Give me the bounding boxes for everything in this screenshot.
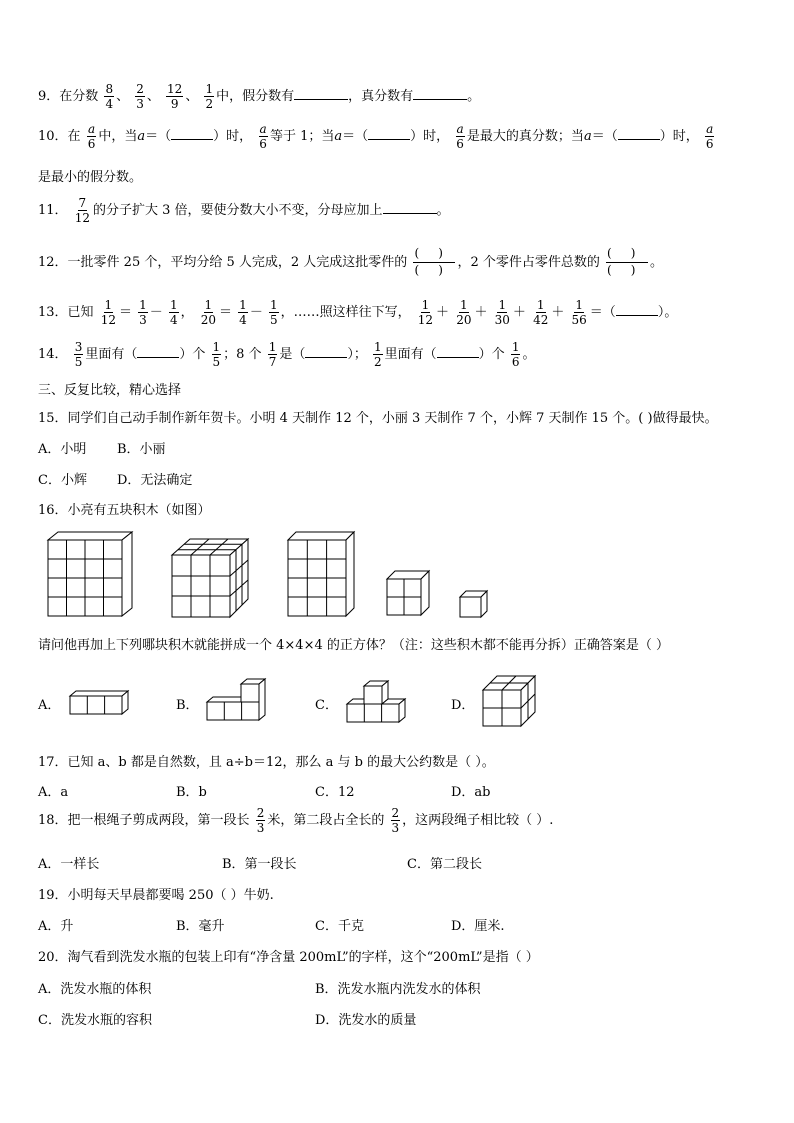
answer-blank[interactable] (137, 357, 179, 358)
fraction: $\frac{12}{9}$ (167, 82, 183, 111)
answer-blank[interactable] (616, 315, 658, 316)
fraction-blank[interactable]: ( ) ( ) (606, 246, 648, 279)
question-12: 12．一批零件 25 个，平均分给 5 人完成，2 人完成这批零件的 ( ) ( ) ，2 个零件占零件总数的 ( ) ( ) 。 (38, 246, 663, 277)
option-a[interactable]: A．a (38, 785, 69, 800)
option-c[interactable]: C． (315, 698, 338, 713)
block-figure-5 (457, 589, 491, 619)
answer-blank[interactable] (413, 99, 467, 100)
question-16-prompt: 请问他再加上下列哪块积木就能拼成一个 4×4×4 的正方体？（注：这些积木都不能再分拆）正确答案是（ ） (38, 638, 669, 653)
option-a-figure[interactable] (66, 688, 132, 718)
block-figure-1 (44, 530, 136, 620)
option-b[interactable]: B．b (176, 785, 207, 800)
answer-blank[interactable] (383, 213, 437, 214)
option-b[interactable]: B．小丽 (117, 442, 166, 457)
section-heading: 三、反复比较，精心选择 (38, 383, 182, 398)
option-b[interactable]: B．毫升 (176, 919, 225, 934)
option-b-figure[interactable] (203, 676, 269, 722)
option-b[interactable]: B． (176, 698, 199, 713)
option-d-figure[interactable] (479, 672, 539, 730)
question-20: 20．淘气看到洗发水瓶的包装上印有“净含量 200mL”的字样，这个“200mL”是指（ ） (38, 950, 539, 965)
option-a[interactable]: A．小明 (38, 442, 87, 457)
block-figure-2 (168, 535, 252, 621)
fraction: $\frac{a}{6}$ (87, 122, 96, 151)
option-c[interactable]: C．第二段长 (407, 857, 482, 872)
answer-blank[interactable] (618, 139, 660, 140)
fraction: $\frac{a}{6}$ (259, 122, 267, 151)
answer-blank[interactable] (171, 139, 213, 140)
question-19: 19．小明每天早晨都要喝 250（ ）牛奶. (38, 888, 274, 903)
option-d[interactable]: D． (451, 698, 475, 713)
question-16: 16．小亮有五块积木（如图） (38, 503, 211, 518)
block-figure-3 (284, 530, 358, 620)
option-a[interactable]: A．一样长 (38, 857, 100, 872)
option-c[interactable]: C．小辉 (38, 473, 87, 488)
fraction: $\frac{1}{2}$ (205, 82, 214, 111)
answer-blank[interactable] (368, 139, 410, 140)
option-d[interactable]: D．无法确定 (117, 473, 193, 488)
answer-blank[interactable] (305, 357, 347, 358)
option-a[interactable]: A．洗发水瓶的体积 (38, 982, 152, 997)
fraction: $\frac{8}{4}$ (105, 82, 114, 111)
option-a[interactable]: A． (38, 698, 61, 713)
answer-blank[interactable] (294, 99, 348, 100)
option-c[interactable]: C．12 (315, 785, 355, 800)
option-a[interactable]: A．升 (38, 919, 74, 934)
question-18: 18．把一根绳子剪成两段，第一段长 $\frac{2}{3}$ 米，第二段占全长的 $\frac{2}{3}$ ，这两段绳子相比较（ ）. (38, 806, 554, 835)
fraction-blank[interactable]: ( ) ( ) (413, 246, 455, 279)
question-11: 11． $\frac{7}{12}$ 的分子扩大 3 倍，要使分数大小不变，分母应加上 。 (38, 196, 450, 225)
question-17: 17．已知 a、b 都是自然数，且 a÷b＝12，那么 a 与 b 的最大公约数是（ ）。 (38, 755, 495, 770)
fraction: $\frac{2}{3}$ (136, 82, 144, 111)
block-figure-4 (383, 569, 433, 619)
fraction: $\frac{a}{6}$ (705, 122, 714, 151)
option-b[interactable]: B．洗发水瓶内洗发水的体积 (315, 982, 481, 997)
answer-blank[interactable] (437, 357, 479, 358)
option-c[interactable]: C．洗发水瓶的容积 (38, 1013, 152, 1028)
option-c[interactable]: C．千克 (315, 919, 364, 934)
question-10-line2: 是最小的假分数。 (38, 170, 143, 185)
question-14: 14． $\frac{3}{5}$ 里面有（ ）个 $\frac{1}{5}$ ；8 个 $\frac{1}{7}$ 是（ ）； $\frac{1}{2}$ 里面有（ ）个 $\frac{1}{6}$ 。 (38, 340, 536, 369)
option-d[interactable]: D．厘米. (451, 919, 505, 934)
option-d[interactable]: D．ab (451, 785, 491, 800)
question-10: 10．在 $\frac{a}{6}$ 中，当a＝（ ）时， $\frac{a}{6}$ 等于 1；当a＝（ ）时， $\frac{a}{6}$ 是最大的真分数；当a＝（ ）时， $\frac{a}{6}$ (38, 122, 714, 151)
fraction: $\frac{a}{6}$ (456, 122, 464, 151)
option-c-figure[interactable] (343, 680, 409, 724)
option-b[interactable]: B．第一段长 (222, 857, 297, 872)
fraction: $\frac{7}{12}$ (74, 196, 90, 225)
question-13: 13．已知 $\frac{1}{12}$ ＝ $\frac{1}{3}$ － $\frac{1}{4}$ ， $\frac{1}{20}$ ＝ $\frac{1}{4}$ － $\frac{1}{5}$ ，……照这样往下写， $\frac{1}{12}$ ＋ $\frac{1}{20}$ ＋ $\frac{1}{30}$ ＋ $\frac{1}{42}$ ＋ $\frac{1}{56}$ ＝（ ）。 (38, 298, 678, 327)
option-d[interactable]: D．洗发水的质量 (315, 1013, 417, 1028)
question-15: 15．同学们自己动手制作新年贺卡。小明 4 天制作 12 个，小丽 3 天制作 7 个，小辉 7 天制作 15 个。( )做得最快。 (38, 411, 718, 426)
question-9: 9．在分数 $\frac{8}{4}$ 、 $\frac{2}{3}$ 、 $\frac{12}{9}$ 、 $\frac{1}{2}$ 中，假分数有 ，真分数有 。 (38, 82, 481, 111)
